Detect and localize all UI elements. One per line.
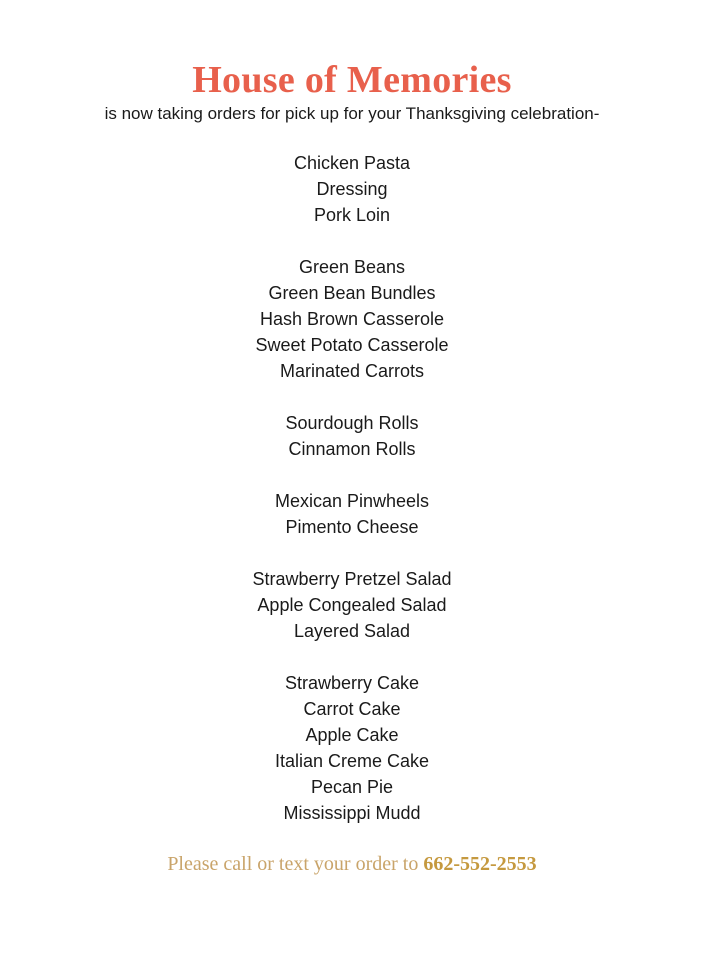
menu-item: Cinnamon Rolls	[288, 439, 416, 459]
menu-item: Sweet Potato Casserole	[255, 335, 449, 355]
menu-item: Mexican Pinwheels	[274, 491, 430, 511]
menu-item: Pork Loin	[313, 205, 391, 225]
menu-item: Dressing	[316, 179, 388, 199]
menu-item: Chicken Pasta	[293, 153, 411, 173]
menu-item: Marinated Carrots	[279, 361, 425, 381]
menu-item: Apple Cake	[305, 725, 399, 745]
menu-group-appetizers	[0, 488, 704, 540]
flyer-title: House of Memories	[192, 59, 512, 101]
phone-number: 662-552-2553	[423, 853, 537, 875]
menu-item: Apple Congealed Salad	[257, 595, 447, 615]
menu-group-desserts	[0, 670, 704, 826]
menu-item: Hash Brown Casserole	[259, 309, 445, 329]
call-text: Please call or text your order to	[167, 853, 424, 875]
menu-item: Green Beans	[298, 257, 406, 277]
flyer-subtitle: is now taking orders for pick up for your Thanksgiving celebration-	[104, 104, 600, 123]
menu-item: Italian Creme Cake	[274, 751, 430, 771]
menu-item: Pecan Pie	[310, 777, 394, 797]
menu-item: Mississippi Mudd	[283, 803, 421, 823]
menu-item: Carrot Cake	[303, 699, 401, 719]
menu-group-breads	[0, 410, 704, 462]
menu-item: Layered Salad	[293, 621, 411, 641]
menu-item: Strawberry Pretzel Salad	[252, 569, 452, 589]
menu-list	[0, 150, 704, 852]
menu-group-mains	[0, 150, 704, 228]
menu-group-salads	[0, 566, 704, 644]
menu-item: Strawberry Cake	[284, 673, 420, 693]
menu-item: Sourdough Rolls	[285, 413, 419, 433]
menu-item: Pimento Cheese	[285, 517, 419, 537]
menu-item: Green Bean Bundles	[268, 283, 436, 303]
order-footer	[0, 850, 704, 878]
menu-group-sides	[0, 254, 704, 384]
